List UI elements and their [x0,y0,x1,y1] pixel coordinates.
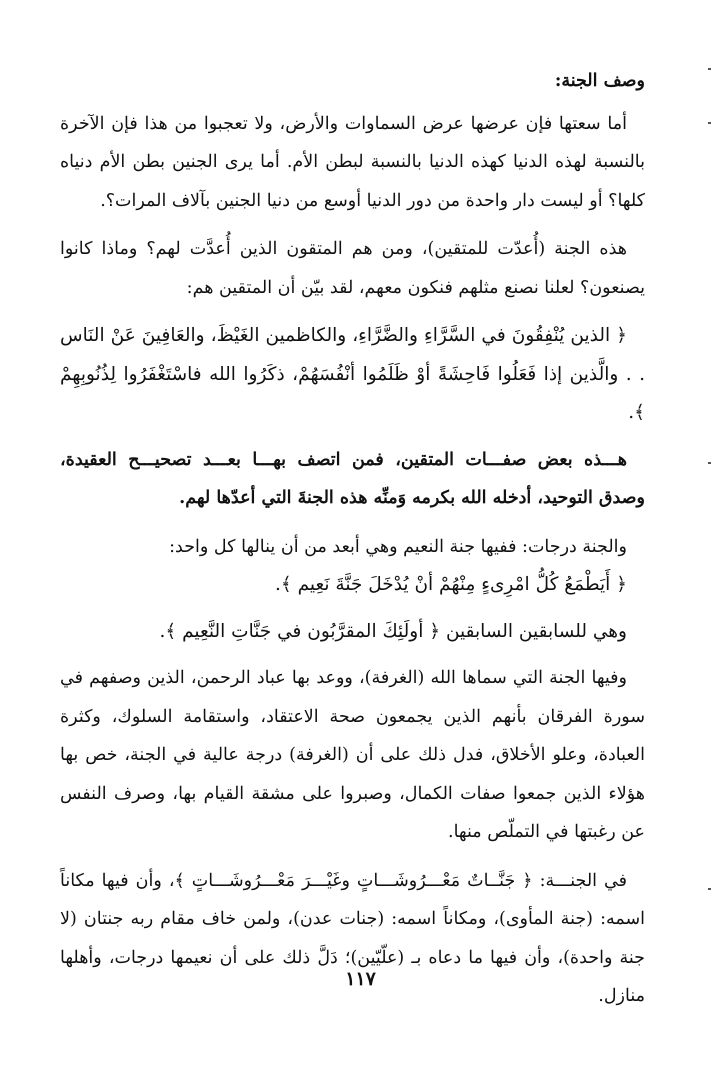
paragraph-2: هذه الجنة (أُعدّت للمتقين)، ومن هم المتقون الذين أُعدَّت لهم؟ وماذا كانوا يصنعون؟ لعلنا نصنع مثلهم فنكون معهم، لقد بيّن أن المتقين هم: [60,239,645,298]
margin-mark-middle [708,462,711,464]
paragraph-5: وفيها الجنة التي سماها الله (الغرفة)، ووعد بها عباد الرحمن، الذين وصفهم في سورة الفرقان بأنهم الذين يجمعون صحة الاعتقاد، واستقامة السلوك، وكثرة العبادة، وعلو الأخلاق، فدل ذلك على أن (الغرفة) درجة عالية في الجنة، خص بها هؤلاء الذين جمعوا صفات الكمال، وصبروا على مشقة القيام بها، وصرف النفس عن رغبتها في التملّص منها. [60,668,646,842]
page-body [60,62,645,1026]
paragraph-6: في الجنـــة: ﴿ جَنَّــاتٌ مَعْـــرُوشَـــاتٍ وغَيْـــرَ مَعْـــرُوشَـــاتٍ ﴾، وأن فيها مكاناً اسمه: (جنة المأوى)، ومكاناً اسمه: (جنات عدن)، ولمن خاف مقام ربه جنتان (لا جنة واحدة)، وأن فيها ما دعاه بـ (علّيّين)؛ دَلَّ ذلك على أن نعيمها درجات، وأهلها منازل. [60,870,645,1006]
paragraph-4: والجنة درجات: ففيها جنة النعيم وهي أبعد من أن ينالها كل واحد: [169,536,627,557]
paragraph-1: أما سعتها فإن عرضها عرض السماوات والأرض، ولا تعجبوا من هذا فإن الآخرة بالنسبة لهذه الدنيا كهذه الدنيا بالنسبة لبطن الأم. أما يرى الجنين بطن الأم دنياه كلها؟ أو ليست دار واحدة من دور الدنيا أوسع من دنيا الجنين بآلاف المرات؟. [60,113,645,211]
margin-mark-lower [708,888,711,890]
quran-quote-3: وهي للسابقين السابقين ﴿ أولَئِكَ المقرَّبُون في جَنَّاتِ النَّعِيم ﴾. [159,620,627,642]
margin-mark-upper [708,122,711,124]
page-number: ١١٧ [345,968,376,990]
quran-quote-1: ﴿ الذين يُنْفِقُونَ في السَّرَّاءِ والضَّرَّاءِ، والكاظمين الغَيْظَ، والعَافِينَ عَنْ النَاس . . والَّذين إذا فَعَلُوا فَاحِشَةً أوْ ظَلَمُوا أنْفُسَهُمْ، ذكَرُوا الله فاسْتَغْفَرُوا لِذُنُوبِهِمْ ﴾. [60,325,645,423]
quran-quote-2: ﴿ أَيَطْمَعُ كُلُّ امْرِىءٍ مِنْهُمْ أنْ يُدْخَلَ جَنَّةَ نَعِيم ﴾. [274,574,627,595]
margin-mark-top [708,68,711,70]
paragraph-3: هـــذه بعض صفـــات المتقين، فمن اتصف بهـــا بعـــد تصحيـــح العقيدة، وصدق التوحيد، أدخله الله بكرمه وَمنِّه هذه الجنةَ التي أعدّها لهم. [60,449,645,508]
section-heading: وصف الجنة: [554,71,645,91]
